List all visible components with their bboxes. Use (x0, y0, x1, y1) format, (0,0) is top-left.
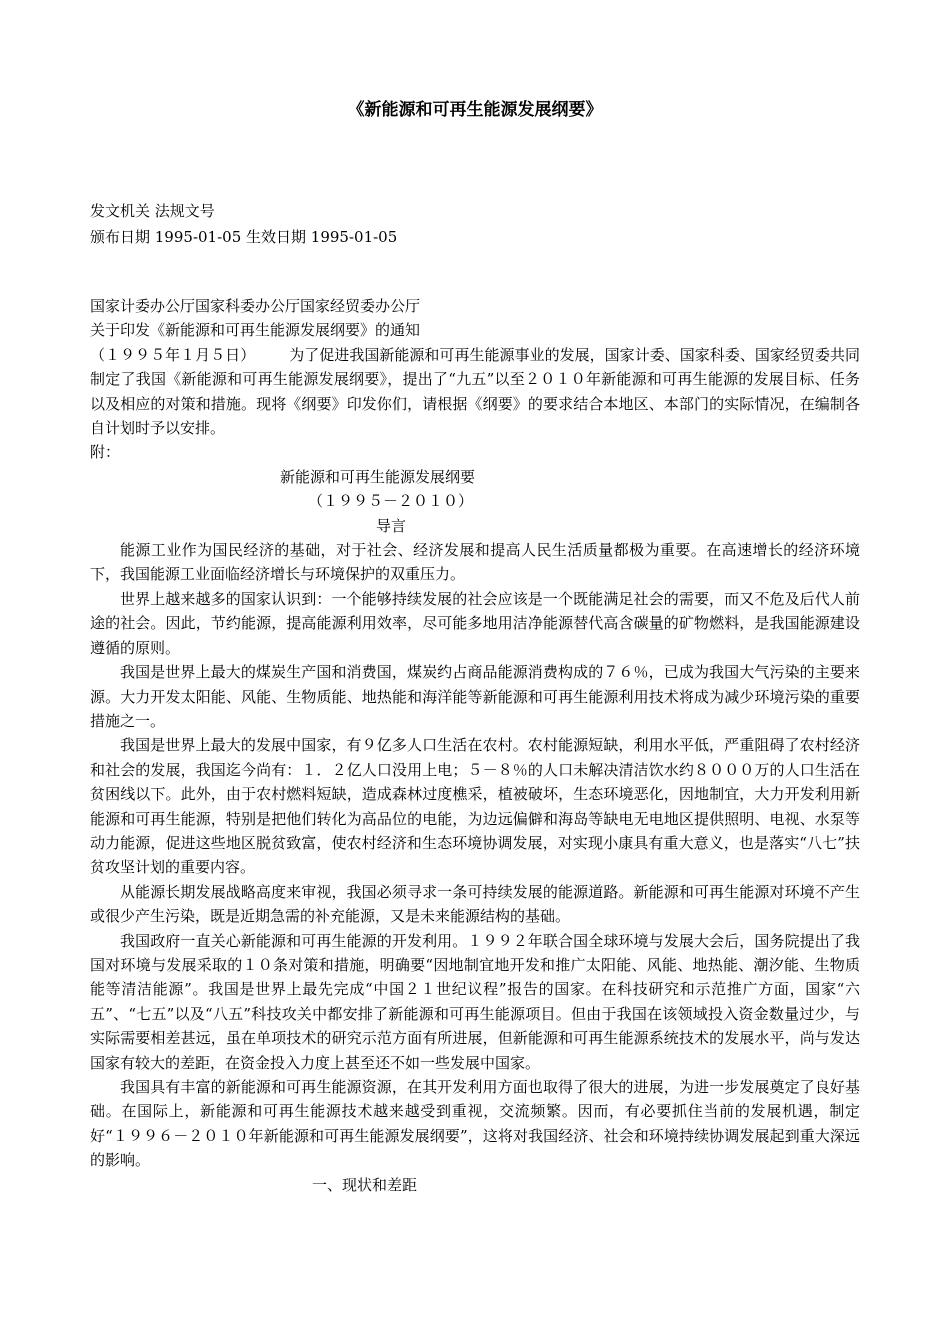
document-page (90, 0, 860, 1344)
preface-paragraph-5: 从能源长期发展战略高度来审视，我国必须寻求一条可持续发展的能源道路。新能源和可再生能源对环境不产生或很少产生污染，既是近期急需的补充能源，又是未来能源结构的基础。 (90, 882, 860, 926)
notice-body: 为了促进我国新能源和可再生能源事业的发展，国家计委、国家科委、国家经贸委共同制定了我国《新能源和可再生能源发展纲要》，提出了“九五”以至２０１０年新能源和可再生能源的发展目标、任务以及相应的对策和措施。现将《纲要》印发你们，请根据《纲要》的要求结合本地区、本部门的实际情况，在编制各自计划时予以安排。 (90, 345, 860, 438)
preface-paragraph-3: 我国是世界上最大的煤炭生产国和消费国，煤炭约占商品能源消费构成的７６％，已成为我国大气污染的主要来源。大力开发太阳能、风能、生物质能、地热能和海洋能等新能源和可再生能源利用技术将成为减少环境污染的重要措施之一。 (90, 663, 860, 730)
attachment-label: 附： (90, 443, 121, 462)
preface-paragraph-6: 我国政府一直关心新能源和可再生能源的开发利用。１９９２年联合国全球环境与发展大会后，国务院提出了我国对环境与发展采取的１０条对策和措施，明确要“因地制宜地开发和推广太阳能、风能、地热能、潮汐能、生物质能等清洁能源”。我国是世界上最先完成“中国２１世纪议程”报告的国家。在科技研究和示范推广方面，国家“六五”、“七五”以及“八五”科技攻关中都安排了新能源和可再生能源项目。但由于我国在该领域投入资金数量过少，与实际需要相差甚远，虽在单项技术的研究示范方面有所进展，但新能源和可再生能源系统技术的发展水平，尚与发达国家有较大的差距，在资金投入力度上甚至还不如一些发展中国家。 (90, 931, 860, 1072)
outline-period: （１９９５－２０１０） (308, 492, 474, 511)
meta-issuer-line: 发文机关 法规文号 (90, 202, 215, 220)
notice-issuers: 国家计委办公厅国家科委办公厅国家经贸委办公厅 (90, 297, 421, 315)
preface-paragraph-4: 我国是世界上最大的发展中国家，有９亿多人口生活在农村。农村能源短缺，利用水平低，严重阻碍了农村经济和社会的发展，我国迄今尚有：１．２亿人口没用上电；５－８％的人口未解决清洁饮水约８０００万的人口生活在贫困线以下。此外，由于农村燃料短缺，造成森林过度樵采，植被破坏，生态环境恶化，因地制宜，大力开发利用新能源和可再生能源，特别是把他们转化为高品位的电能，为边远偏僻和海岛等缺电无电地区提供照明、电视、水泵等动力能源，促进这些地区脱贫致富，使农村经济和生态环境协调发展，对实现小康具有重大意义，也是落实“八七”扶贫攻坚计划的重要内容。 (90, 736, 860, 877)
section-1-heading: 一、现状和差距 (312, 1175, 418, 1194)
notice-subject: 关于印发《新能源和可再生能源发展纲要》的通知 (90, 321, 421, 340)
outline-title: 新能源和可再生能源发展纲要 (280, 467, 476, 486)
meta-date-line: 颁布日期 1995-01-05 生效日期 1995-01-05 (90, 228, 398, 246)
notice-date: （１９９５年１月５日） (90, 345, 256, 364)
preface-paragraph-7: 我国具有丰富的新能源和可再生能源资源，在其开发利用方面也取得了很大的进展，为进一步发展奠定了良好基础。在国际上，新能源和可再生能源技术越来越受到重视，交流频繁。因而，有必要抓住当前的发展机遇，制定好“１９９６－２０１０年新能源和可再生能源发展纲要”，这将对我国经济、社会和环境持续协调发展起到重大深远的影响。 (90, 1078, 860, 1170)
notice-paragraph (90, 343, 860, 441)
document-title: 《新能源和可再生能源发展纲要》 (347, 100, 603, 120)
preface-paragraph-2: 世界上越来越多的国家认识到：一个能够持续发展的社会应该是一个既能满足社会的需要，而又不危及后代人前途的社会。因此，节约能源，提高能源利用效率，尽可能多地用洁净能源替代高含碳量的矿物燃料，是我国能源建设遵循的原则。 (90, 589, 860, 657)
document-meta (90, 198, 860, 250)
document-body (90, 294, 860, 1197)
preface-paragraph-1: 能源工业作为国民经济的基础，对于社会、经济发展和提高人民生活质量都极为重要。在高速增长的经济环境下，我国能源工业面临经济增长与环境保护的双重压力。 (90, 541, 860, 584)
preface-heading: 导言 (376, 516, 407, 535)
